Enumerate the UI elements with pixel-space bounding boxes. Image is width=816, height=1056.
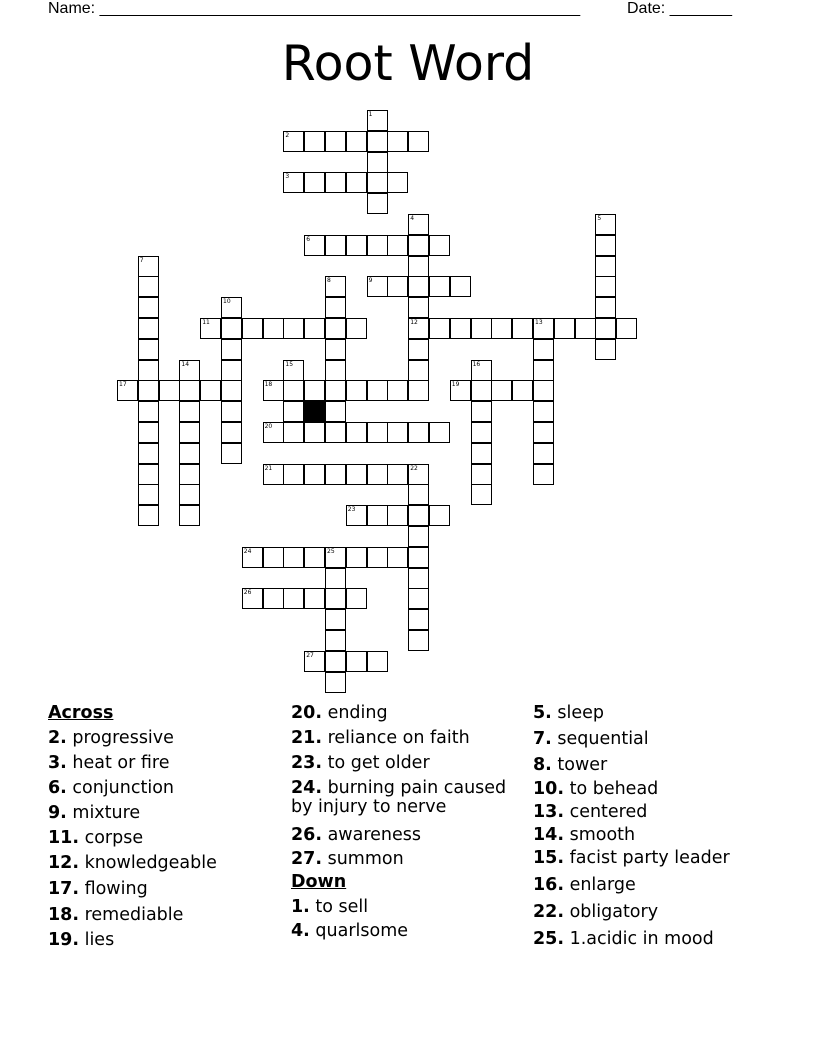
grid-cell[interactable] bbox=[387, 464, 408, 485]
clue-number: 13. bbox=[533, 802, 565, 822]
grid-cell[interactable] bbox=[408, 526, 429, 547]
grid-cell[interactable] bbox=[283, 588, 304, 609]
clue-number-label: 8 bbox=[327, 277, 331, 285]
clue-text: 1.acidic in mood bbox=[564, 929, 714, 949]
grid-cell[interactable] bbox=[471, 464, 492, 485]
clue-number: 2. bbox=[48, 728, 67, 748]
clue-number-label: 15 bbox=[285, 360, 294, 368]
grid-cell[interactable] bbox=[179, 443, 200, 464]
grid-cell[interactable] bbox=[325, 401, 346, 422]
clue-item bbox=[533, 876, 636, 895]
page-title: Root Word bbox=[281, 35, 535, 92]
clue-item bbox=[291, 754, 430, 773]
clue-number-label: 11 bbox=[202, 319, 210, 326]
grid-cell[interactable] bbox=[387, 505, 408, 526]
grid-cell[interactable] bbox=[471, 318, 492, 339]
clue-text: tower bbox=[551, 755, 608, 775]
clue-text: summon bbox=[322, 849, 404, 869]
clue-number: 19. bbox=[48, 930, 80, 950]
clue-item bbox=[48, 729, 174, 748]
clue-number-label: 25 bbox=[327, 547, 335, 555]
clue-text: mixture bbox=[66, 803, 141, 823]
clue-number: 18. bbox=[48, 905, 80, 925]
grid-cell[interactable] bbox=[221, 380, 242, 401]
clue-section-heading: Across bbox=[48, 703, 114, 723]
grid-cell[interactable] bbox=[408, 380, 429, 401]
clue-number: 16. bbox=[533, 875, 565, 895]
grid-cell[interactable] bbox=[138, 276, 159, 297]
clue-number: 17. bbox=[48, 879, 80, 899]
clue-number: 21. bbox=[291, 728, 323, 748]
grid-cell[interactable] bbox=[367, 505, 388, 526]
clue-number-label: 24 bbox=[243, 547, 252, 555]
grid-cell[interactable] bbox=[346, 588, 367, 609]
grid-cell[interactable] bbox=[179, 484, 200, 505]
grid-cell[interactable] bbox=[408, 505, 429, 526]
grid-cell[interactable] bbox=[408, 547, 429, 568]
clue-text: burning pain caused by injury to nerve bbox=[291, 778, 507, 817]
clue-text: quarlsome bbox=[309, 921, 409, 941]
grid-cell[interactable] bbox=[450, 318, 471, 339]
grid-cell[interactable] bbox=[304, 588, 325, 609]
grid-cell[interactable] bbox=[346, 172, 367, 193]
clue-text: sleep bbox=[551, 703, 605, 723]
clue-number: 24. bbox=[291, 778, 323, 798]
grid-cell[interactable] bbox=[533, 422, 554, 443]
grid-cell[interactable] bbox=[325, 630, 346, 651]
clue-text: knowledgeable bbox=[79, 853, 217, 873]
clue-text: sequential bbox=[551, 729, 649, 749]
grid-cell[interactable] bbox=[408, 484, 429, 505]
clue-item bbox=[533, 803, 647, 822]
grid-cell[interactable] bbox=[304, 172, 325, 193]
grid-cell[interactable] bbox=[138, 443, 159, 464]
grid-cell[interactable] bbox=[408, 235, 429, 256]
grid-cell[interactable] bbox=[533, 464, 554, 485]
grid-cell[interactable] bbox=[387, 380, 408, 401]
clue-number-label: 26 bbox=[243, 589, 252, 597]
grid-cell[interactable] bbox=[138, 464, 159, 485]
clue-text: remediable bbox=[79, 905, 184, 925]
grid-cell[interactable] bbox=[595, 297, 616, 318]
grid-cell[interactable] bbox=[138, 484, 159, 505]
clue-number: 10. bbox=[533, 779, 565, 799]
grid-cell[interactable] bbox=[325, 339, 346, 360]
clue-number-label: 19 bbox=[451, 381, 460, 389]
clue-item bbox=[533, 780, 658, 799]
clue-number-label: 13 bbox=[535, 319, 543, 326]
grid-cell[interactable] bbox=[221, 339, 242, 360]
clue-number-label: 14 bbox=[181, 360, 190, 368]
grid-cell[interactable] bbox=[533, 380, 554, 401]
grid-cell[interactable] bbox=[387, 547, 408, 568]
grid-cell[interactable] bbox=[471, 484, 492, 505]
clue-number-label: 2 bbox=[285, 131, 290, 139]
grid-cell[interactable] bbox=[138, 422, 159, 443]
clue-number-label: 5 bbox=[597, 215, 602, 222]
grid-cell[interactable] bbox=[221, 318, 242, 339]
grid-cell[interactable] bbox=[304, 422, 325, 443]
clue-item bbox=[291, 729, 470, 748]
clue-text: progressive bbox=[66, 728, 174, 748]
grid-cell[interactable] bbox=[367, 193, 388, 214]
grid-cell[interactable] bbox=[304, 464, 325, 485]
clue-text: awareness bbox=[322, 825, 422, 845]
clue-text: to sell bbox=[309, 897, 369, 917]
grid-cell[interactable] bbox=[512, 380, 533, 401]
clue-text: facist party leader bbox=[564, 848, 730, 868]
grid-cell[interactable] bbox=[429, 235, 450, 256]
grid-cell[interactable] bbox=[138, 505, 159, 526]
grid-cell[interactable] bbox=[533, 339, 554, 360]
grid-cell[interactable] bbox=[408, 297, 429, 318]
grid-cell[interactable] bbox=[429, 422, 450, 443]
grid-cell[interactable] bbox=[616, 318, 637, 339]
grid-cell[interactable] bbox=[283, 422, 304, 443]
grid-cell[interactable] bbox=[221, 401, 242, 422]
grid-cell[interactable] bbox=[554, 318, 575, 339]
clue-number-label: 23 bbox=[347, 506, 356, 514]
clue-number: 1. bbox=[291, 897, 310, 917]
clue-number: 3. bbox=[48, 753, 67, 773]
grid-cell[interactable] bbox=[138, 360, 159, 381]
grid-cell[interactable] bbox=[533, 401, 554, 422]
grid-cell[interactable] bbox=[471, 401, 492, 422]
date-label: Date: bbox=[627, 0, 666, 17]
clue-item bbox=[533, 826, 635, 845]
grid-cell[interactable] bbox=[387, 422, 408, 443]
grid-cell[interactable] bbox=[325, 172, 346, 193]
clue-item bbox=[291, 898, 368, 917]
clue-number-label: 21 bbox=[264, 464, 273, 472]
clue-number-label: 22 bbox=[410, 464, 418, 472]
grid-cell[interactable] bbox=[429, 276, 450, 297]
grid-cell[interactable] bbox=[283, 547, 304, 568]
clue-section-heading: Down bbox=[291, 872, 347, 892]
clue-number: 12. bbox=[48, 853, 80, 873]
clue-item bbox=[291, 850, 404, 869]
clue-text: to behead bbox=[564, 779, 659, 799]
clue-text: flowing bbox=[79, 879, 148, 899]
clue-item bbox=[533, 730, 649, 749]
clue-number: 9. bbox=[48, 803, 67, 823]
grid-cell[interactable] bbox=[346, 131, 367, 152]
grid-cell[interactable] bbox=[471, 422, 492, 443]
grid-cell[interactable] bbox=[325, 672, 346, 693]
grid-cell[interactable] bbox=[325, 235, 346, 256]
clue-number: 20. bbox=[291, 703, 323, 723]
grid-cell[interactable] bbox=[325, 422, 346, 443]
clue-number-label: 27 bbox=[306, 651, 314, 659]
clue-number: 11. bbox=[48, 828, 80, 848]
grid-cell[interactable] bbox=[179, 401, 200, 422]
grid-cell[interactable] bbox=[138, 297, 159, 318]
grid-cell[interactable] bbox=[408, 339, 429, 360]
grid-cell[interactable] bbox=[263, 588, 284, 609]
grid-cell[interactable] bbox=[367, 547, 388, 568]
clue-item bbox=[48, 754, 169, 773]
grid-cell[interactable] bbox=[491, 318, 512, 339]
grid-cell[interactable] bbox=[346, 464, 367, 485]
grid-cell[interactable] bbox=[367, 152, 388, 173]
clue-number: 22. bbox=[533, 902, 565, 922]
clue-item bbox=[48, 854, 217, 873]
grid-cell[interactable] bbox=[471, 443, 492, 464]
grid-cell[interactable] bbox=[408, 131, 429, 152]
grid-cell[interactable] bbox=[325, 588, 346, 609]
grid-cell[interactable] bbox=[325, 568, 346, 589]
grid-cell[interactable] bbox=[283, 318, 304, 339]
grid-cell[interactable] bbox=[242, 318, 263, 339]
grid-cell[interactable] bbox=[367, 131, 388, 152]
clue-number: 4. bbox=[291, 921, 310, 941]
grid-cell[interactable] bbox=[221, 422, 242, 443]
clue-number-label: 17 bbox=[119, 381, 127, 389]
grid-cell[interactable] bbox=[533, 443, 554, 464]
grid-cell[interactable] bbox=[304, 547, 325, 568]
grid-cell[interactable] bbox=[283, 401, 304, 422]
grid-cell[interactable] bbox=[367, 380, 388, 401]
grid-cell[interactable] bbox=[387, 235, 408, 256]
clue-number-label: 9 bbox=[368, 277, 373, 285]
clue-number: 26. bbox=[291, 825, 323, 845]
clue-item bbox=[48, 906, 183, 925]
grid-cell[interactable] bbox=[408, 568, 429, 589]
clue-item bbox=[291, 704, 388, 723]
grid-cell[interactable] bbox=[595, 235, 616, 256]
clue-text: enlarge bbox=[564, 875, 636, 895]
grid-cell[interactable] bbox=[263, 547, 284, 568]
grid-cell[interactable] bbox=[367, 235, 388, 256]
grid-cell[interactable] bbox=[346, 380, 367, 401]
clue-item bbox=[291, 779, 526, 817]
name-label: Name: bbox=[48, 0, 96, 17]
grid-cell[interactable] bbox=[429, 505, 450, 526]
clue-number-label: 10 bbox=[223, 298, 231, 306]
clue-item bbox=[533, 849, 730, 868]
clue-item bbox=[48, 804, 140, 823]
clue-number-label: 7 bbox=[139, 256, 144, 264]
grid-cell[interactable] bbox=[367, 422, 388, 443]
clue-item bbox=[291, 826, 421, 845]
shaded-cell bbox=[304, 401, 325, 422]
grid-cell[interactable] bbox=[325, 297, 346, 318]
clue-text: smooth bbox=[564, 825, 636, 845]
grid-cell[interactable] bbox=[408, 422, 429, 443]
clue-number-label: 6 bbox=[306, 235, 311, 243]
grid-cell[interactable] bbox=[471, 380, 492, 401]
grid-cell[interactable] bbox=[408, 630, 429, 651]
grid-cell[interactable] bbox=[325, 318, 346, 339]
grid-cell[interactable] bbox=[304, 131, 325, 152]
clue-item bbox=[533, 704, 604, 723]
clue-number: 5. bbox=[533, 703, 552, 723]
clue-number: 27. bbox=[291, 849, 323, 869]
grid-cell[interactable] bbox=[159, 380, 180, 401]
grid-cell[interactable] bbox=[387, 276, 408, 297]
clue-item bbox=[533, 930, 714, 949]
grid-cell[interactable] bbox=[200, 380, 221, 401]
grid-cell[interactable] bbox=[263, 318, 284, 339]
clue-text: to get older bbox=[322, 753, 430, 773]
grid-cell[interactable] bbox=[408, 276, 429, 297]
clue-number: 7. bbox=[533, 729, 552, 749]
grid-cell[interactable] bbox=[325, 360, 346, 381]
grid-cell[interactable] bbox=[325, 609, 346, 630]
grid-cell[interactable] bbox=[138, 339, 159, 360]
grid-cell[interactable] bbox=[512, 318, 533, 339]
grid-cell[interactable] bbox=[179, 505, 200, 526]
grid-cell[interactable] bbox=[408, 588, 429, 609]
grid-cell[interactable] bbox=[221, 360, 242, 381]
grid-cell[interactable] bbox=[595, 276, 616, 297]
clue-number-label: 12 bbox=[410, 319, 418, 326]
clue-item bbox=[291, 922, 408, 941]
clue-number: 6. bbox=[48, 778, 67, 798]
clue-number-label: 4 bbox=[410, 215, 415, 222]
clue-item bbox=[533, 756, 607, 775]
grid-cell[interactable] bbox=[221, 443, 242, 464]
grid-cell[interactable] bbox=[387, 172, 408, 193]
clue-text: reliance on faith bbox=[322, 728, 470, 748]
clue-text: corpse bbox=[79, 828, 144, 848]
grid-cell[interactable] bbox=[346, 422, 367, 443]
clue-number-label: 16 bbox=[472, 360, 481, 368]
grid-cell[interactable] bbox=[346, 651, 367, 672]
grid-cell[interactable] bbox=[408, 360, 429, 381]
grid-cell[interactable] bbox=[283, 380, 304, 401]
grid-cell[interactable] bbox=[387, 131, 408, 152]
grid-cell[interactable] bbox=[325, 131, 346, 152]
date-line: _______ bbox=[669, 0, 732, 17]
grid-cell[interactable] bbox=[367, 464, 388, 485]
clue-text: ending bbox=[322, 703, 388, 723]
clue-item bbox=[48, 779, 174, 798]
grid-cell[interactable] bbox=[450, 276, 471, 297]
clue-number-label: 3 bbox=[285, 173, 290, 181]
grid-cell[interactable] bbox=[325, 464, 346, 485]
grid-cell[interactable] bbox=[367, 172, 388, 193]
clue-item bbox=[48, 829, 143, 848]
clue-number-label: 18 bbox=[264, 381, 273, 389]
grid-cell[interactable] bbox=[429, 318, 450, 339]
grid-cell[interactable] bbox=[138, 318, 159, 339]
grid-cell[interactable] bbox=[595, 256, 616, 277]
clue-item bbox=[533, 903, 658, 922]
grid-cell[interactable] bbox=[346, 547, 367, 568]
clue-text: conjunction bbox=[66, 778, 174, 798]
grid-cell[interactable] bbox=[491, 380, 512, 401]
clue-number: 23. bbox=[291, 753, 323, 773]
grid-cell[interactable] bbox=[138, 401, 159, 422]
grid-cell[interactable] bbox=[408, 609, 429, 630]
grid-cell[interactable] bbox=[346, 235, 367, 256]
grid-cell[interactable] bbox=[304, 318, 325, 339]
grid-cell[interactable] bbox=[595, 318, 616, 339]
clue-number: 25. bbox=[533, 929, 565, 949]
clue-item bbox=[48, 931, 114, 950]
grid-cell[interactable] bbox=[325, 380, 346, 401]
clue-number-label: 20 bbox=[264, 423, 273, 430]
grid-cell[interactable] bbox=[408, 256, 429, 277]
grid-cell[interactable] bbox=[304, 380, 325, 401]
clue-number: 8. bbox=[533, 755, 552, 775]
grid-cell[interactable] bbox=[179, 380, 200, 401]
clue-number: 14. bbox=[533, 825, 565, 845]
clue-item bbox=[48, 880, 148, 899]
grid-cell[interactable] bbox=[325, 651, 346, 672]
grid-cell[interactable] bbox=[575, 318, 596, 339]
clue-text: obligatory bbox=[564, 902, 659, 922]
grid-cell[interactable] bbox=[283, 464, 304, 485]
grid-cell[interactable] bbox=[367, 651, 388, 672]
grid-cell[interactable] bbox=[595, 339, 616, 360]
grid-cell[interactable] bbox=[179, 422, 200, 443]
grid-cell[interactable] bbox=[138, 380, 159, 401]
clue-text: lies bbox=[79, 930, 115, 950]
clue-number: 15. bbox=[533, 848, 565, 868]
clue-text: heat or fire bbox=[66, 753, 170, 773]
clue-text: centered bbox=[564, 802, 648, 822]
clue-number-label: 1 bbox=[368, 111, 373, 118]
grid-cell[interactable] bbox=[533, 360, 554, 381]
grid-cell[interactable] bbox=[179, 464, 200, 485]
name-line: ______________________________________________________ bbox=[99, 0, 581, 17]
grid-cell[interactable] bbox=[346, 318, 367, 339]
